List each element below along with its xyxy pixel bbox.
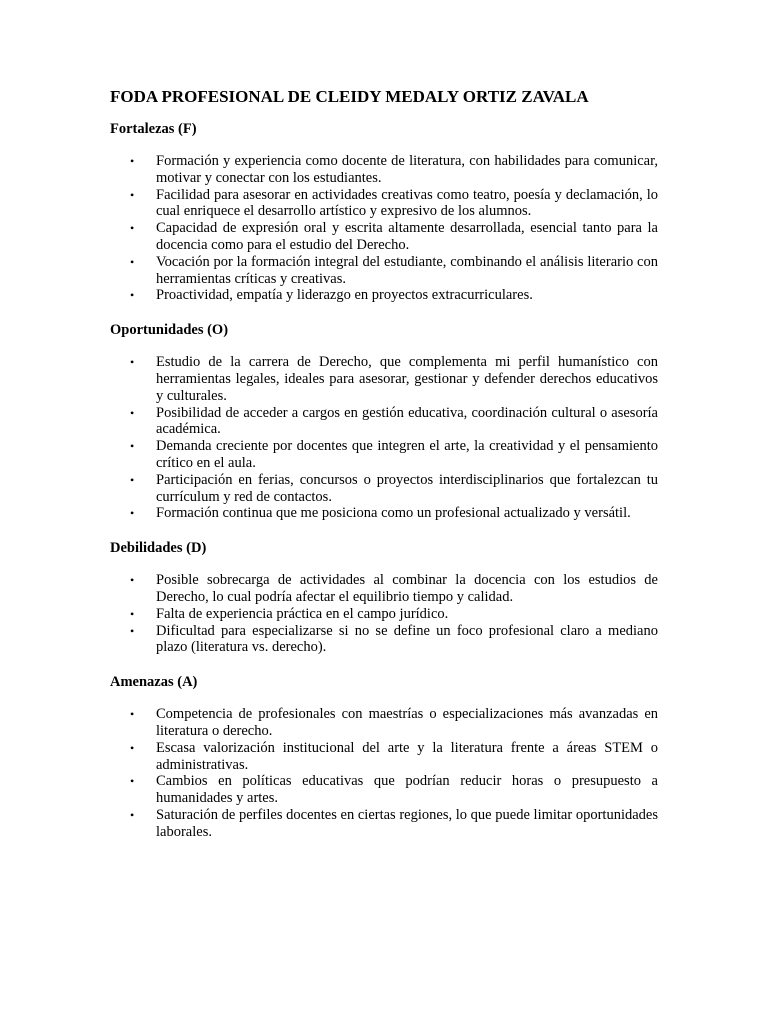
bullet-icon: • (130, 254, 135, 269)
list-item (110, 254, 658, 288)
bullet-icon: • (130, 288, 135, 303)
list-item-text: Estudio de la carrera de Derecho, que complementa mi perfil humanístico con herramientas legales, ideales para asesorar, gestionar y defender derechos educativos y culturales. (156, 354, 658, 404)
list-item-text: Facilidad para asesorar en actividades creativas como teatro, poesía y declamación, lo cual enriquece el desarrollo artístico y expresivo de los alumnos. (156, 186, 658, 220)
bullet-icon: • (130, 506, 135, 521)
section-fortalezas (110, 120, 658, 304)
bullet-icon: • (130, 405, 135, 420)
document-title: FODA PROFESIONAL DE CLEIDY MEDALY ORTIZ ZAVALA (110, 87, 589, 106)
list-item (110, 623, 658, 657)
list-item (110, 472, 658, 506)
bullet-icon: • (130, 439, 135, 454)
section-heading-oportunidades: Oportunidades (O) (110, 322, 229, 339)
bullet-icon: • (130, 606, 135, 621)
section-oportunidades (110, 321, 658, 522)
list-item-text: Formación y experiencia como docente de literatura, con habilidades para comunicar, motivar y conectar con los estudiantes. (156, 153, 658, 186)
list-item (110, 773, 658, 807)
bullet-icon: • (130, 221, 135, 236)
list-item-text: Vocación por la formación integral del estudiante, combinando el análisis literario con herramientas críticas y creativas. (156, 253, 658, 287)
list-item-text: Proactividad, empatía y liderazgo en proyectos extracurriculares. (156, 287, 533, 304)
bullet-list-oportunidades (110, 354, 658, 522)
list-item (110, 354, 658, 404)
section-heading-fortalezas: Fortalezas (F) (110, 121, 197, 137)
bullet-list-debilidades (110, 572, 658, 656)
list-item-text: Posibilidad de acceder a cargos en gestión educativa, coordinación cultural o asesoría académica. (156, 404, 658, 438)
section-amenazas (110, 673, 658, 840)
section-heading-amenazas: Amenazas (A) (110, 674, 198, 691)
list-item-text: Cambios en políticas educativas que podrían reducir horas o presupuesto a humanidades y artes. (156, 773, 658, 807)
bullet-icon: • (130, 355, 135, 370)
section-debilidades (110, 539, 658, 656)
list-item-text: Dificultad para especializarse si no se define un foco profesional claro a mediano plazo (literatura vs. derecho). (156, 622, 658, 656)
list-item (110, 187, 658, 221)
bullet-icon: • (130, 774, 135, 789)
list-item (110, 287, 658, 304)
list-item-text: Formación continua que me posiciona como un profesional actualizado y versátil. (156, 505, 631, 522)
list-item-text: Posible sobrecarga de actividades al combinar la docencia con los estudios de Derecho, lo cual podría afectar el equilibrio tiempo y calidad. (156, 572, 658, 605)
bullet-list-amenazas (110, 706, 658, 840)
section-heading-debilidades: Debilidades (D) (110, 540, 207, 557)
bullet-icon: • (130, 623, 135, 638)
list-item (110, 606, 658, 623)
list-item (110, 740, 658, 774)
bullet-icon: • (130, 707, 135, 722)
document-page (110, 86, 658, 858)
list-item (110, 220, 658, 254)
list-item (110, 706, 658, 740)
foda-sections (110, 120, 658, 841)
bullet-icon: • (130, 740, 135, 755)
bullet-icon: • (130, 472, 135, 487)
list-item (110, 405, 658, 439)
list-item-text: Capacidad de expresión oral y escrita altamente desarrollada, esencial tanto para la docencia como para el estudio del Derecho. (156, 220, 658, 253)
list-item (110, 438, 658, 472)
bullet-icon: • (130, 154, 135, 168)
bullet-icon: • (130, 573, 135, 588)
list-item-text: Participación en ferias, concursos o proyectos interdisciplinarios que fortalezcan tu currículum y red de contactos. (156, 471, 658, 505)
list-item-text: Competencia de profesionales con maestrías o especializaciones más avanzadas en literatura o derecho. (156, 706, 658, 739)
list-item-text: Falta de experiencia práctica en el campo jurídico. (156, 605, 449, 622)
list-item (110, 807, 658, 841)
list-item-text: Escasa valorización institucional del arte y la literatura frente a áreas STEM o administrativas. (156, 739, 658, 773)
list-item (110, 153, 658, 187)
list-item-text: Saturación de perfiles docentes en ciertas regiones, lo que puede limitar oportunidades laborales. (156, 806, 658, 840)
bullet-icon: • (130, 807, 135, 822)
list-item-text: Demanda creciente por docentes que integren el arte, la creatividad y el pensamiento crítico en el aula. (156, 438, 658, 471)
list-item (110, 572, 658, 606)
bullet-icon: • (130, 187, 135, 202)
bullet-list-fortalezas (110, 153, 658, 304)
list-item (110, 505, 658, 522)
